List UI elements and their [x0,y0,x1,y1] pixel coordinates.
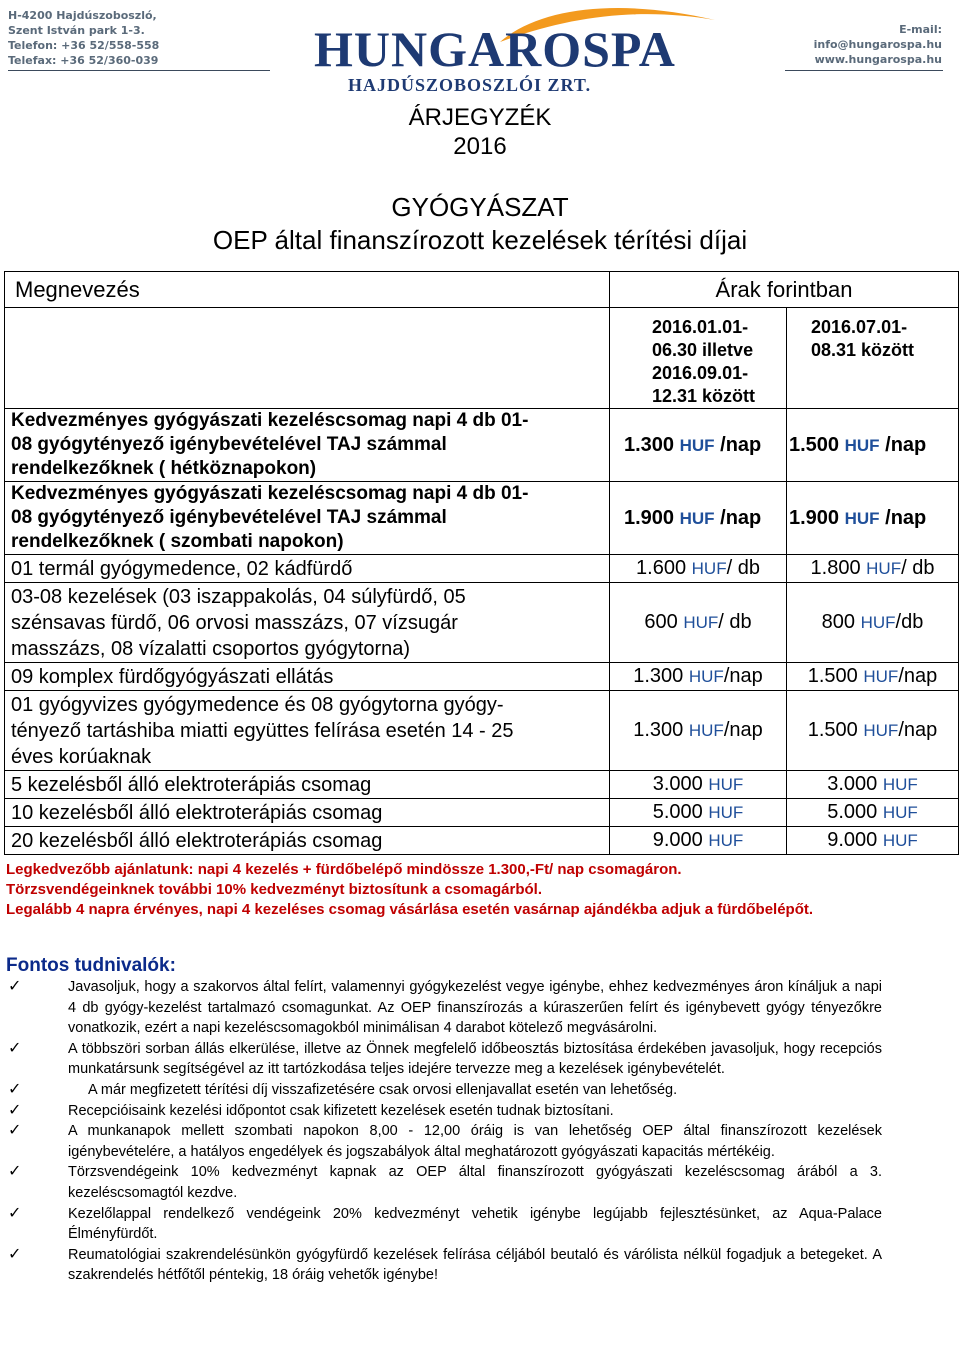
hungarospa-logo [300,0,720,100]
price-unit: /nap [898,665,938,687]
important-item-text: A már megfizetett térítési díj visszafizetésére csak orvosi ellenjavallat esetén van lehetőség. [88,1081,678,1098]
checkmark-icon: ✓ [8,1080,22,1098]
table-row [5,799,959,827]
currency-label: HUF [708,831,744,850]
address-line: H-4200 Hajdúszoboszló, [8,9,157,22]
offer-note: Legalább 4 napra érvényes, napi 4 kezeléses csomag vásárlása esetén vasárnap ajándékba adjuk a fürdőbelépőt. [6,901,814,918]
important-item-text: Javasoljuk, hogy a szakorvos által felírt, valamennyi gyógykezelést vegye igénybe, ehhez kedvezményes áron kínáljuk a napi 4 db gyógy-kezelést tartalmazó csomagunkat. Az OEP finanszírozás a kúraszerűen felírt és igénybevett gyógy tényezőkre vonatkozik, ezért a napi kezeléscsomagokból minimálisan 4 darabot kötelező megvásárolni. [68,979,882,1037]
currency-label: HUF [691,559,727,578]
price-b [787,482,959,555]
email-label: E-mail: [899,23,942,36]
checkmark-icon: ✓ [8,1245,22,1263]
price-value: 3.000 [652,773,703,795]
treatment-name: Kedvezményes gyógyászati kezeléscsomag napi 4 db 01- 08 gyógytényező igénybevételével TAJ számmal rendelkezőknek ( hétköznapokon) [5,409,610,482]
price-unit: / db [726,557,760,579]
table-row [5,771,959,799]
price-value: 1.800 [810,557,861,579]
price-b [787,799,959,827]
price-a [610,691,787,771]
currency-label: HUF [708,775,744,794]
important-item [0,1245,960,1286]
price-value: 1.300 [624,433,675,456]
treatment-name: 10 kezelésből álló elektroterápiás csomag [5,799,610,827]
checkmark-icon: ✓ [8,1122,22,1140]
price-value: 1.300 [633,719,684,741]
price-value: 1.500 [807,665,858,687]
column-header-prices: Árak forintban [610,272,959,308]
price-unit: /nap [898,719,938,741]
company-address [8,8,159,68]
checkmark-icon: ✓ [8,1039,22,1057]
table-row [5,827,959,855]
price-unit: /nap [879,433,927,456]
currency-label: HUF [679,435,715,455]
price-a [610,409,787,482]
currency-label: HUF [679,508,715,528]
important-item [0,1101,960,1122]
treatment-name: 09 komplex fürdőgyógyászati ellátás [5,663,610,691]
price-value: 1.600 [636,557,687,579]
price-a [610,827,787,855]
price-a [610,799,787,827]
price-value: 3.000 [827,773,878,795]
important-heading: Fontos tudnivalók: [6,955,176,976]
important-item [0,1121,960,1162]
price-value: 1.300 [633,665,684,687]
checkmark-icon: ✓ [8,1101,22,1119]
treatment-name: 5 kezelésből álló elektroterápiás csomag [5,771,610,799]
price-value: 1.500 [807,719,858,741]
table-row [5,555,959,583]
currency-label: HUF [882,775,918,794]
price-value: 9.000 [827,829,878,851]
price-unit: /db [895,611,924,633]
empty-cell [5,308,610,409]
offer-note: Legkedvezőbb ajánlatunk: napi 4 kezelés + fürdőbelépő mindössze 1.300,-Ft/ nap csomagáron. [6,861,682,878]
phone: Telefon: +36 52/558-558 [8,39,160,52]
price-b [787,663,959,691]
price-b [787,691,959,771]
price-b [787,827,959,855]
period-a: 2016.01.01- 06.30 illetve 2016.09.01- 12.31 között [610,308,787,409]
checkmark-icon: ✓ [8,1204,22,1222]
price-unit: /nap [879,506,927,529]
offer-note: Törzsvendégeinknek további 10% kedvezményt biztosítunk a csomagárból. [6,881,542,898]
table-row [5,409,959,482]
offer-notes [6,860,950,920]
price-unit: / db [718,611,752,633]
price-value: 5.000 [652,801,703,823]
treatment-name: 01 gyógyvizes gyógymedence és 08 gyógytorna gyógy- tényező tartáshiba miatti együttes felírása esetén 14 - 25 éves korúaknak [5,691,610,771]
currency-label: HUF [844,435,880,455]
currency-label: HUF [683,613,719,632]
checkmark-icon: ✓ [8,1163,22,1181]
table-row [5,482,959,555]
price-unit: /nap [723,719,763,741]
price-unit: / db [901,557,935,579]
treatment-name: 20 kezelésből álló elektroterápiás csomag [5,827,610,855]
price-a [610,771,787,799]
price-value: 1.500 [789,433,840,456]
price-value: 600 [644,611,678,633]
website: www.hungarospa.hu [814,53,942,66]
important-item [0,977,960,1039]
currency-label: HUF [844,508,880,528]
important-item-text: Kezelőlappal rendelkező vendégeink 20% kedvezményt vehetik igénybe legújabb fejlesztésünket, az Aqua-Palace Élményfürdőt. [68,1205,882,1243]
header-divider-right [785,70,943,71]
currency-label: HUF [882,831,918,850]
logo-subtitle: HAJDÚSZOBOSZLÓI ZRT. [348,75,592,95]
section-subtitle: OEP által finanszírozott kezelések térítési díjai [212,225,748,255]
important-item-text: A többszöri sorban állás elkerülése, illetve az Önnek megfelelő időbeosztás biztosítása érdekében javasoljuk, hogy recepciós munkatársunk segítségével az itt tartózkodása teljes idejére tervezze meg a kezelések igénybevételét. [68,1040,882,1078]
contact-info [814,22,942,67]
table-row [5,663,959,691]
important-item [0,1080,960,1101]
treatment-name: 01 termál gyógymedence, 02 kádfürdő [5,555,610,583]
important-item-text: Reumatológiai szakrendelésünkön gyógyfürdő kezelések felírása céljából beutaló és várólista nélkül fogadjuk a betegeket. A szakrendelés hétfőtől péntekig, 18 óráig vehetők igénybe! [68,1246,882,1284]
price-value: 5.000 [827,801,878,823]
document-year: 2016 [453,133,507,160]
header-divider-left [8,70,270,71]
document-title: ÁRJEGYZÉK [408,104,552,131]
price-b [787,583,959,663]
address-line: Szent István park 1-3. [8,24,145,37]
price-unit: /nap [714,506,762,529]
table-header-row [5,272,959,308]
price-a [610,663,787,691]
period-b: 2016.07.01- 08.31 között [787,308,959,409]
price-a [610,482,787,555]
important-item-text: Törzsvendégeink 10% kedvezményt kapnak az OEP által finanszírozott gyógyászati kezeléscsomag árából a 3. kezeléscsomagtól kezdve. [68,1164,882,1201]
table-row [5,691,959,771]
price-b [787,771,959,799]
currency-label: HUF [688,667,724,686]
currency-label: HUF [866,559,902,578]
price-value: 800 [821,611,856,633]
price-b [787,555,959,583]
fax: Telefax: +36 52/360-039 [8,54,159,67]
important-list [0,977,960,1286]
important-item-text: Recepcióisaink kezelési időpontot csak kifizetett kezelések esetén tudnak biztosítani. [68,1102,614,1119]
email: info@hungarospa.hu [813,38,942,51]
checkmark-icon: ✓ [8,978,22,995]
price-unit: /nap [723,665,763,687]
period-row [5,308,959,409]
price-value: 1.900 [624,506,675,529]
price-value: 9.000 [652,829,703,851]
important-item [0,1162,960,1203]
column-header-name: Megnevezés [5,272,610,308]
price-unit: /nap [714,433,762,456]
currency-label: HUF [863,721,899,740]
price-a [610,555,787,583]
currency-label: HUF [688,721,724,740]
price-value: 1.900 [789,506,840,529]
important-item [0,1039,960,1080]
currency-label: HUF [708,803,744,822]
important-item [0,1204,960,1245]
price-b [787,409,959,482]
table-row [5,583,959,663]
price-a [610,583,787,663]
logo-text: HUNGAROSPA [314,21,676,77]
currency-label: HUF [882,803,918,822]
treatment-name: Kedvezményes gyógyászati kezeléscsomag napi 4 db 01- 08 gyógytényező igénybevételével TAJ számmal rendelkezőknek ( szombati napokon) [5,482,610,555]
treatment-name: 03-08 kezelések (03 iszappakolás, 04 súlyfürdő, 05 szénsavas fürdő, 06 orvosi masszázs, 07 vízsugár masszázs, 08 vízalatti csoportos gyógytorna) [5,583,610,663]
currency-label: HUF [860,613,896,632]
section-title: GYÓGYÁSZAT [391,192,569,222]
price-table [4,271,959,855]
currency-label: HUF [863,667,899,686]
important-item-text: A munkanapok mellett szombati napokon 8,00 - 12,00 óráig is van lehetőség OEP által finanszírozott kezelések igénybevételére, a hatályos engedélyek és jogszabályok által meghatározott gyógyászati kapacitás mértékéig. [68,1123,882,1160]
